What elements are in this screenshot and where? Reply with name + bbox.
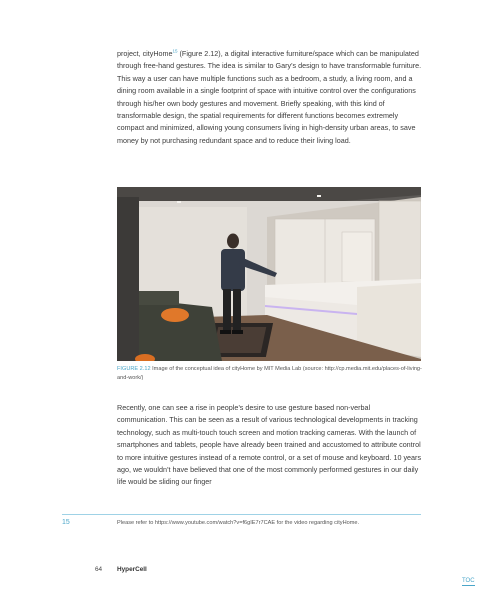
body-paragraph-1	[117, 48, 422, 147]
footnote-divider	[62, 514, 421, 515]
figure-label: FIGURE 2.12	[117, 366, 151, 372]
figure-caption-text: Image of the conceptual idea of cityHome by MIT Media Lab (source: http://cp.media.mit.edu/places-of-living-and-work/)	[117, 366, 422, 381]
paragraph-1-start: project, cityHome	[117, 49, 173, 58]
paragraph-1-rest: (Figure 2.12), a digital interactive furniture/space which can be manipulated through free-hand gestures. The idea is similar to Gary’s design to have transformable furniture. This way a user can have multiple functions such as a bedroom, a study, a living room, and a dining room available in a single footprint of space with intuitive control over the configurations through his/her own body gestures and movement. Briefly speaking, with this kind of transformable design, the spatial requirements for different functions becomes extremely compact and minimized, allowing young consumers living in high-density urban areas, to save money by not purchasing redundant space and to reduce their living load.	[117, 49, 422, 145]
cityhome-photo	[117, 187, 421, 361]
page-number: 64	[95, 566, 103, 573]
toc-link[interactable]: TOC	[462, 578, 475, 584]
running-title: HyperCell	[117, 566, 147, 573]
footnote-number: 15	[62, 519, 70, 526]
footnote-text[interactable]: Please refer to https://www.youtube.com/watch?v=f6gIE7r7CAE for the video regarding cityHome.	[117, 520, 360, 526]
body-paragraph-2: Recently, one can see a rise in people’s desire to use gesture based non-verbal communication. This can be seen as a result of various technological developments in tracking technology, such as multi-touch touch screen and motion tracking cameras. With the launch of smartphones and tablets, people have already been trained and accustomed to attribute control to more intuitive gestures instead of a remote control, or a set of mouse and keyboard. 10 years ago, we wouldn’t have believed that one of the most commonly performed gestures in our daily life would be sliding our finger	[117, 403, 422, 487]
footnote-reference[interactable]: 15	[172, 48, 178, 54]
figure-caption	[117, 365, 422, 383]
